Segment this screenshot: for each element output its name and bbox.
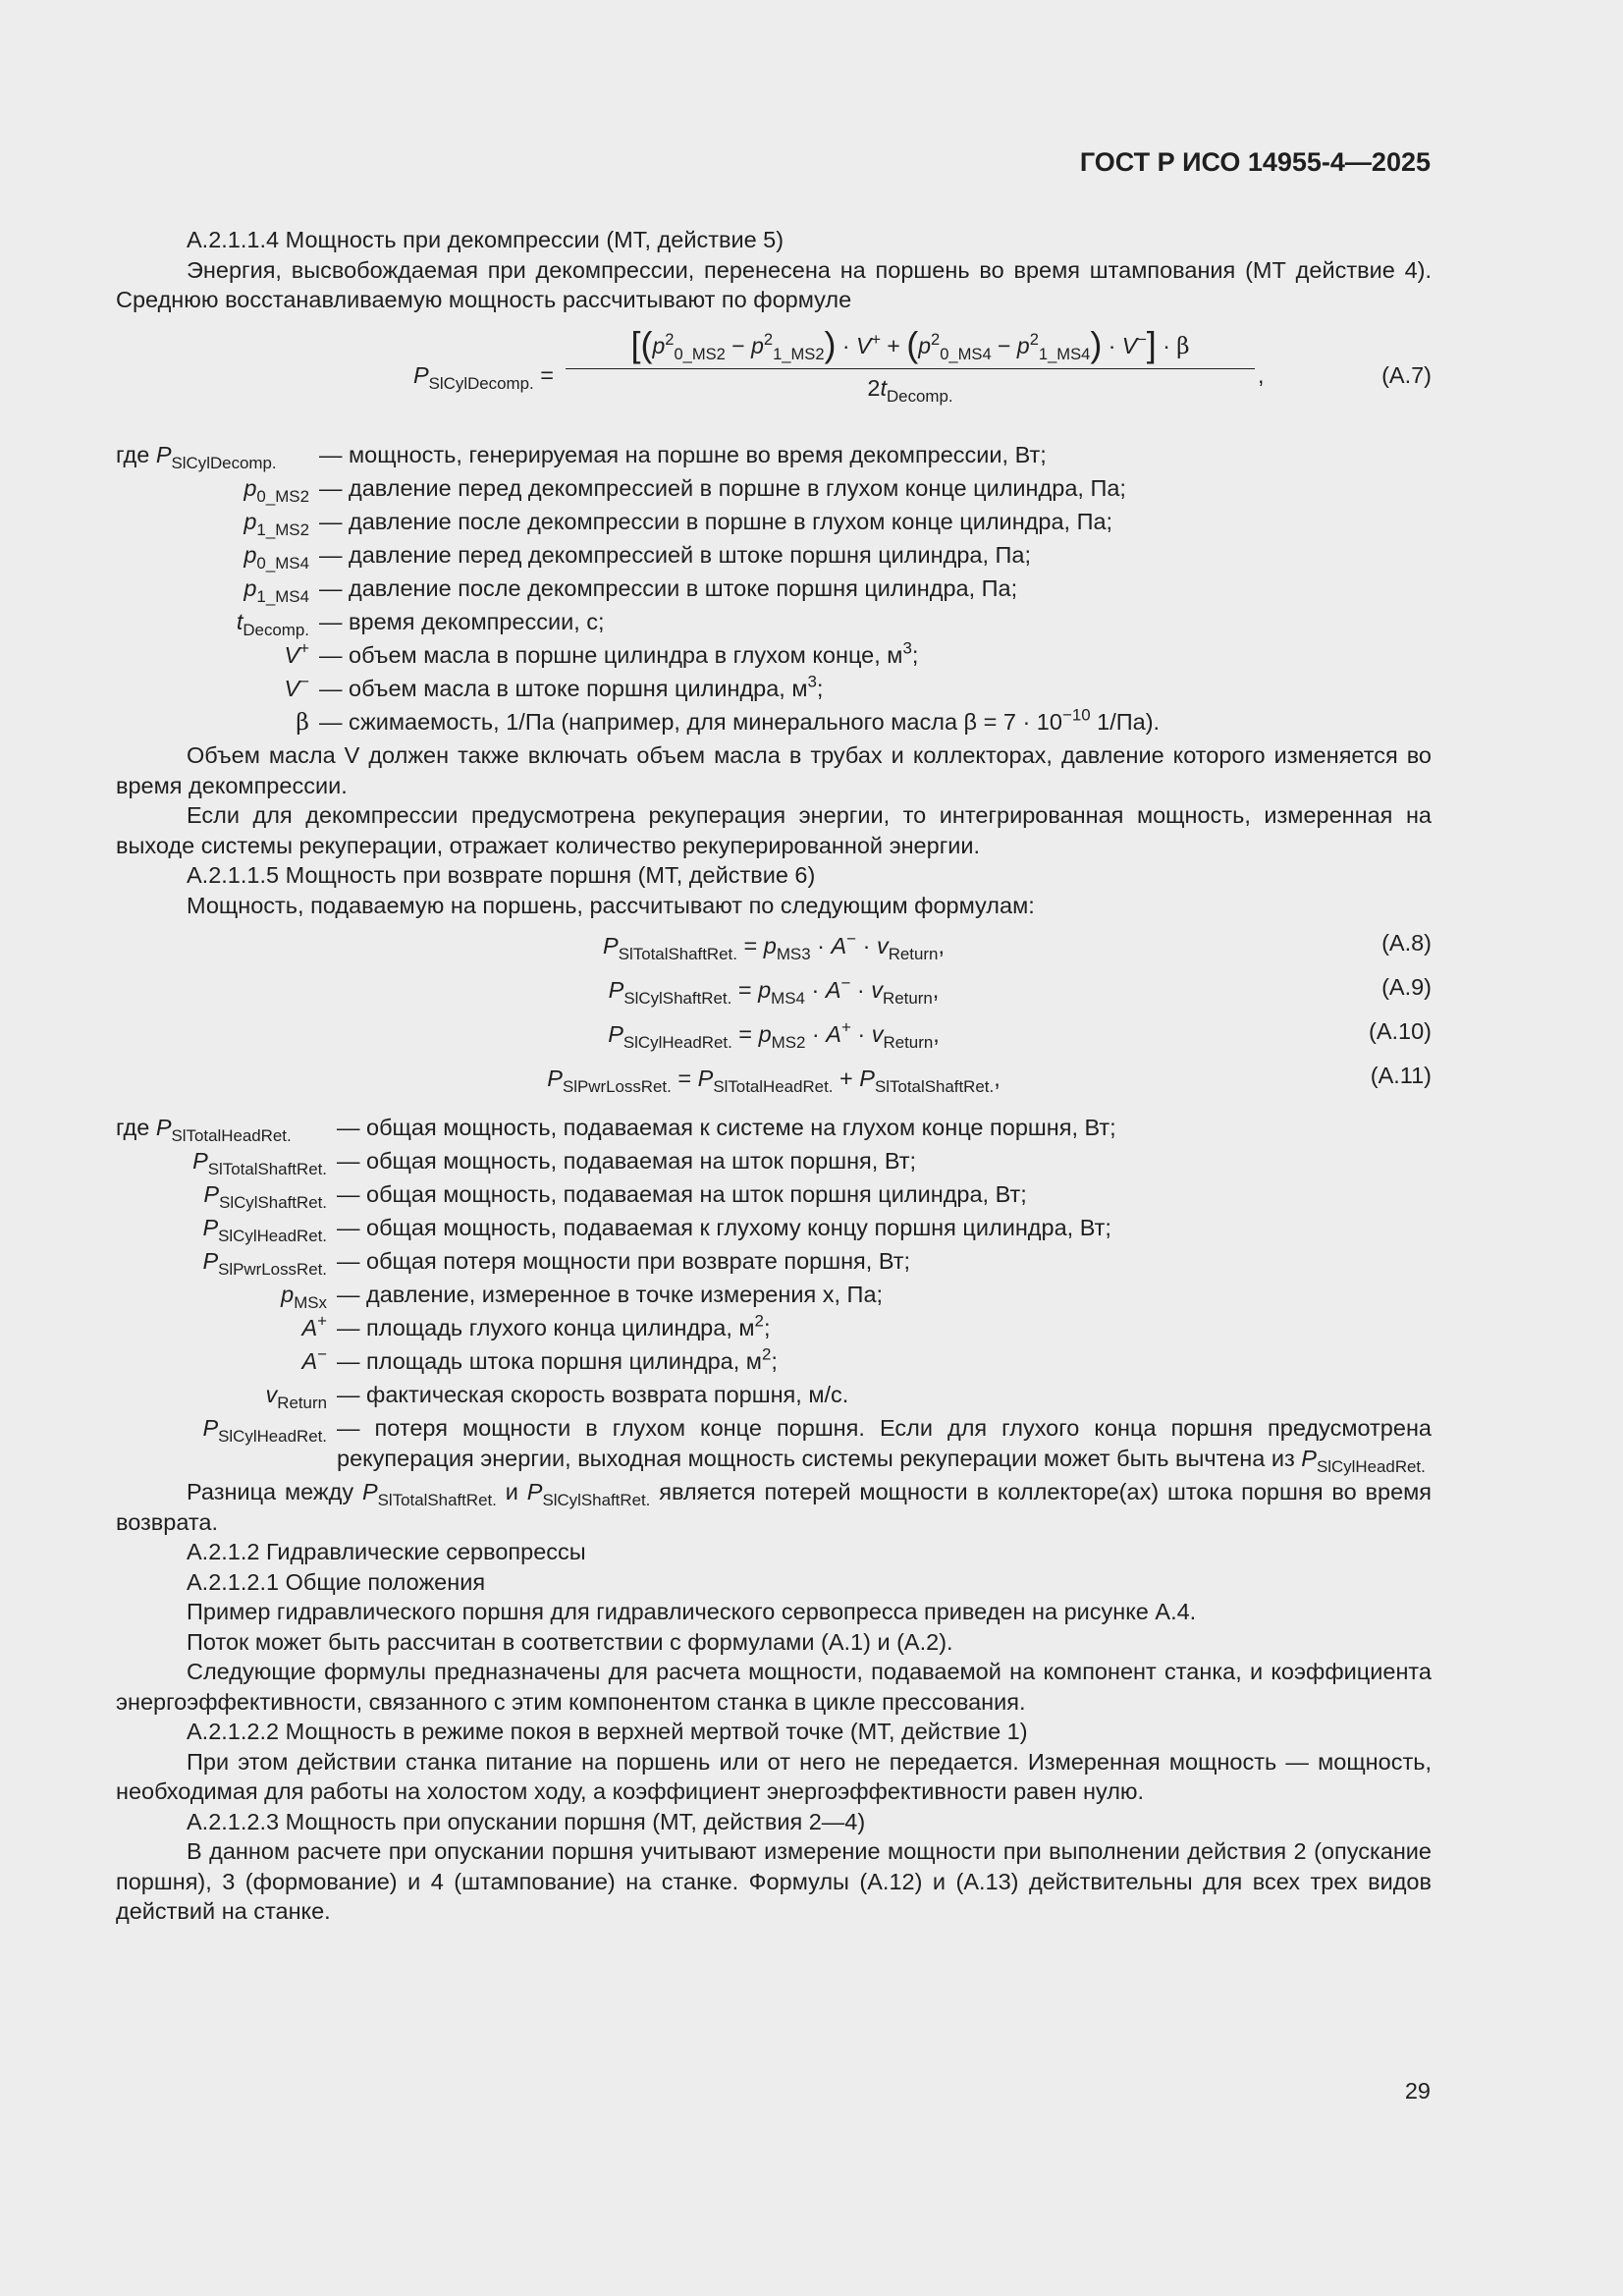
document-header: ГОСТ Р ИСО 14955-4—2025 [1079,147,1431,177]
paragraph: Пример гидравлического поршня для гидравлического сервопресса приведен на рисунке А.4. [187,1599,1197,1624]
symbol-legend: где $P_{SlCylDecomp.}$ — мощность, генерируемая на поршне во время декомпрессии, Вт; $p_{0\_MS2}$ — давление перед декомпрессией в поршне в глухом конце цилиндра, Па; $p_{1\_MS2}$ — давление после декомпрессии в поршне в глухом конце цилиндра, Па; $p_{0\_MS4}$ — давление перед декомпрессией в штоке поршня цилиндра, Па; $p_{1\_MS4}$ — давление после декомпрессии в штоке поршня цилиндра, Па; $t_{Decomp.}$ — время декомпрессии, с; V+ — объем масла в поршне цилиндра в глухом конце, $м^3$; V− — объем масла в штоке поршня цилиндра, $м^3$; β — сжимаемость, 1/Па (например, для минерального масла $\beta = 7 \cdot 10^{-10}$ 1/Па). [116,441,1161,736]
paragraph: Разница между $P_{SlTotalShaftRet.}$ и $P_{SlCylShaftRet.}$ является потерей мощности в коллекторе(ах) штока поршня во время возврата. [116,1479,1433,1535]
section-heading: А.2.1.2.1 Общие положения [187,1568,486,1595]
formula-block [116,928,1432,1105]
formula-a8: $P_{SlTotalShaftRet.} = p_{MS3} \cdot A^- \cdot v_{Return}$, (А.8) [603,929,1432,963]
formula-a10: $P_{SlCylHeadRet.} = p_{MS2} \cdot A^+ \cdot v_{Return}$, (А.10) [608,1017,1432,1052]
paragraph: Поток может быть рассчитан в соответствии с формулами (А.1) и (А.2). [187,1628,953,1655]
paragraph: Следующие формулы предназначены для расчета мощности, подаваемой на компонент станка, и коэффициента энергоэффективности, связанного с этим компонентом станка в цикле прессования. [116,1659,1432,1715]
equation-number: (А.7) [1381,361,1432,388]
formula-a7: $P_{SlCylDecomp.}$ = $[(p^2_{0\_MS2} - p^2_{1\_MS2}) \cdot V^+ + (p^2_{0\_MS4} - p^2_{1\_MS4}) \cdot V^-] \cdot \beta$ $2t_{Decomp.}$ , (А.7) [412,323,1432,406]
page-number: 29 [1404,2078,1431,2104]
symbol-legend: где $P_{SlTotalHeadRet.}$ — общая мощность, подаваемая к системе на глухом конце поршня, Вт; $P_{SlTotalShaftRet.}$ — общая мощность, подаваемая на шток поршня, Вт; $P_{SlCylShaftRet.}$ — общая мощность, подаваемая на шток поршня цилиндра, Вт; $P_{SlCylHeadRet.}$ — общая мощность, подаваемая к глухому концу поршня цилиндра, Вт; $P_{SlPwrLossRet.}$ — общая потеря мощности при возврате поршня, Вт; $p_{MSx}$ — давление, измеренное в точке измерения x, Па; A+ — площадь глухого конца цилиндра, $м^2$; A− — площадь штока поршня цилиндра, $м^2$; $v_{Return}$ — фактическая скорость возврата поршня, м/с. $P_{SlCylHeadRet.}$ — потеря мощности в глухом конце поршня. Если для глухого конца поршня предусмотрена рекуперация энергии, выходная мощность системы рекуперации может быть вычтена из $P_{SlCylHeadRet.}$ [116,1115,1432,1476]
section-heading: А.2.1.2.2 Мощность в режиме покоя в верхней мертвой точке (МТ, действие 1) [187,1719,1028,1744]
paragraph: Если для декомпрессии предусмотрена рекуперация энергии, то интегрированная мощность, измеренная на выходе системы рекуперации, отражает количество рекуперированной энергии. [116,802,1432,858]
formula-a7-fraction: $[(p^2_{0\_MS2} - p^2_{1\_MS2}) \cdot V^+ + (p^2_{0\_MS4} - p^2_{1\_MS4}) \cdot V^-] \cdot \beta$ $2t_{Decomp.}$ [566,323,1255,404]
paragraph: Объем масла V должен также включать объем масла в трубах и коллекторах, давление которого изменяется во время декомпрессии. [116,742,1432,798]
section-heading: А.2.1.2 Гидравлические сервопрессы [187,1539,586,1564]
paragraph: Энергия, высвобождаемая при декомпрессии, перенесена на поршень во время штампования (МТ действие 4). Среднюю восстанавливаемую мощность рассчитывают по формуле [116,256,1432,312]
section-heading: А.2.1.1.4 Мощность при декомпрессии (МТ, действие 5) [187,227,784,252]
paragraph: При этом действии станка питание на поршень или от него не передается. Измеренная мощность — мощность, необходимая для работы на холостом ходу, а коэффициент энергоэффективности равен нулю. [116,1748,1432,1804]
page-body [116,225,1432,1927]
section-heading: А.2.1.2.3 Мощность при опускании поршня (МТ, действия 2—4) [187,1808,866,1834]
paragraph: В данном расчете при опускании поршня учитывают измерение мощности при выполнении действия 2 (опускание поршня), 3 (формование) и 4 (штампование) на станке. Формулы (А.12) и (А.13) действительны для всех трех видов действий на станке. [116,1838,1432,1924]
section-heading: А.2.1.1.5 Мощность при возврате поршня (МТ, действие 6) [187,862,816,888]
formula-a11: $P_{SlPwrLossRet.} = P_{SlTotalHeadRet.} + P_{SlTotalShaftRet.}$, (А.11) [547,1063,1432,1096]
paragraph: Мощность, подаваемую на поршень, рассчитывают по следующим формулам: [187,892,1035,918]
formula-a9: $P_{SlCylShaftRet.} = p_{MS4} \cdot A^- \cdot v_{Return}$, (А.9) [608,973,1432,1008]
